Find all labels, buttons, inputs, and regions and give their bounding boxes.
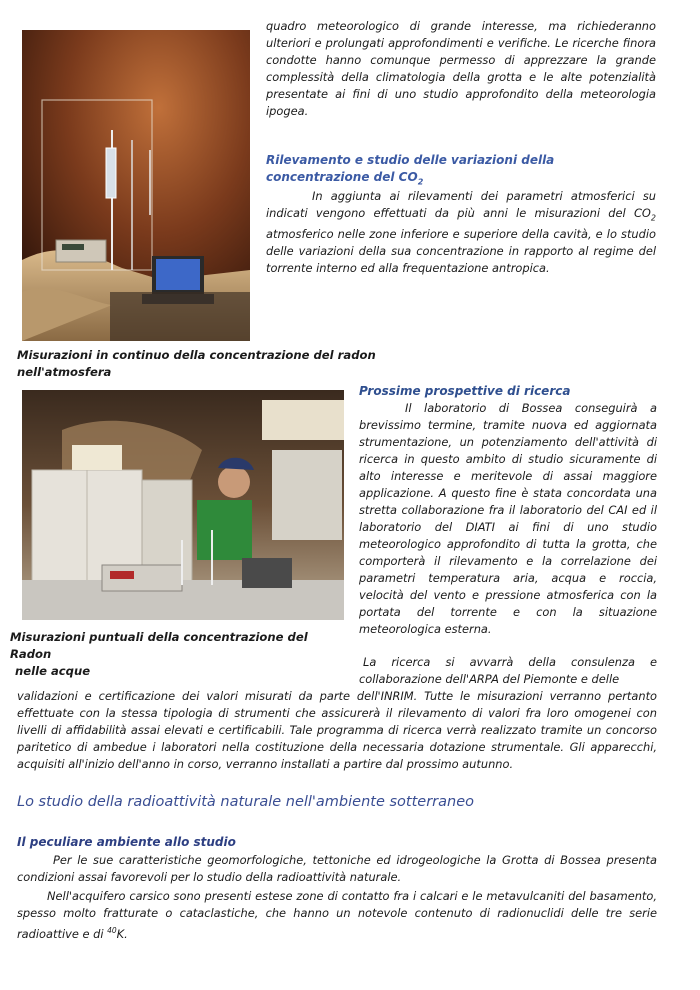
prospects-paragraph-2-cont: validazioni e certificazione dei valori misurati da parte dell'INRIM. Tutte le misurazioni verranno pertanto effettuate con la stessa tipologia di strumenti che assicurerà il rilevamento di valori fra loro omogenei con livelli di affidabilità assai elevati e certificabili. Tale programma di ricerca verrà realizzato tramite un concorso paritetico di ambedue i laboratori nella costituzione della necessaria dotazione strumentale. Gli apparecchi, acquisiti all'inizio dell'anno in corso, verranno installati a partire dal prossimo autunno. — [17, 689, 657, 771]
co2-text-1: In aggiunta ai rilevamenti dei parametri atmosferici su indicati vengono effettuati da più anni le misurazioni del CO — [266, 189, 656, 220]
co2-paragraph — [266, 188, 656, 277]
photo-radon-water — [22, 390, 344, 620]
co2-text-2: atmosferico nelle zone inferiore e superiore della cavità, e lo studio delle variazioni della sua concentrazione in rapporto al regime del torrente interno ed alla frequentazione antropica. — [266, 227, 656, 276]
radioactivity-paragraph-1: Per le sue caratteristiche geomorfologiche, tettoniche ed idrogeologiche la Grotta di Bossea presenta condizioni assai favorevoli per lo studio della radioattività naturale. — [17, 853, 657, 884]
co2-heading — [266, 152, 656, 190]
co2-text-subscript: 2 — [650, 213, 656, 223]
radioactivity-paragraph-2-text: Nell'acquifero carsico sono presenti estese zone di contatto fra i calcari e le metavulcaniti del basamento, spesso molto fratturate o cataclastiche, che hanno un notevole contenuto di radionuclidi delle tre serie radioattive e di — [17, 889, 657, 941]
photo-radon-atmosphere — [22, 30, 250, 341]
caption-radon-water — [10, 629, 350, 680]
prospects-paragraph-1: Il laboratorio di Bossea conseguirà a brevissimo termine, tramite nuova ed aggiornata strumentazione, un potenziamento dell'attività di ricerca in questo ambito di studio sicuramente di alto interesse e meritevole di assai maggiore applicazione. A questo fine è stata concordata una stretta collaborazione fra il laboratorio del CAI ed il laboratorio del DIATI ai fini di uno studio meteorologico approfondito di tutta la grotta, che comporterà il rilevamento e la correlazione dei parametri temperatura aria, acqua e roccia, velocità del vento e pressione atmosferica con la portata del torrente e con la situazione meteorologica esterna. — [359, 401, 657, 636]
intro-paragraph: quadro meteorologico di grande interesse, ma richiederanno ulteriori e prolungati approfondimenti e verifiche. Le ricerche finora condotte hanno comunque permesso di apprezzare la grande complessità della climatologia della grotta e le alte potenzialità presentate ai fini di uno studio approfondito della meteorologia ipogea. — [266, 19, 656, 118]
isotope-symbol: K. — [116, 926, 128, 941]
caption-radon-water-line1: Misurazioni puntuali della concentrazione del Radon — [10, 630, 308, 661]
radioactivity-subheading: Il peculiare ambiente allo studio — [17, 835, 236, 849]
radioactivity-paragraph-2 — [17, 888, 657, 943]
co2-heading-subscript: 2 — [417, 177, 424, 187]
caption-radon-atmosphere: Misurazioni in continuo della concentrazione del radon nell'atmosfera — [17, 348, 376, 379]
prospects-heading: Prossime prospettive di ricerca — [359, 384, 571, 398]
caption-radon-water-line2: nelle acque — [15, 664, 91, 678]
radioactivity-section-title: Lo studio della radioattività naturale nell'ambiente sotterraneo — [17, 794, 474, 810]
isotope-mass-number: 40 — [107, 926, 117, 935]
prospects-paragraph-2-start: La ricerca si avvarrà della consulenza e collaborazione dell'ARPA del Piemonte e delle — [359, 655, 657, 686]
co2-heading-text: Rilevamento e studio delle variazioni della concentrazione del CO — [266, 153, 555, 184]
